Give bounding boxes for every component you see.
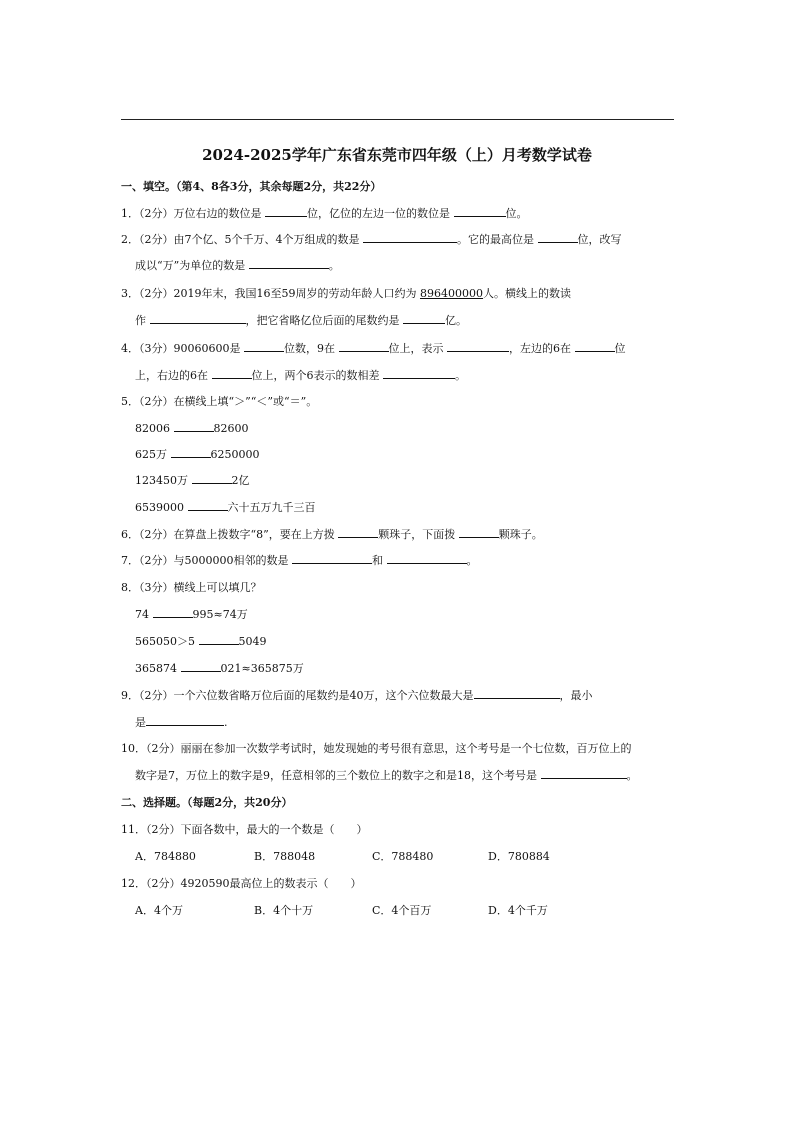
fill-row: 365874 021≈365875万 — [135, 662, 304, 675]
question-11: 11．（2分）下面各数中，最大的一个数是（ ） — [121, 823, 368, 836]
answer-blank[interactable] — [153, 607, 193, 618]
section-2-heading: 二、选择题。（每题2分，共20分） — [121, 796, 293, 809]
question-2-cont: 成以“万”为单位的数是 。 — [135, 259, 340, 272]
answer-blank[interactable] — [199, 634, 239, 645]
answer-blank[interactable] — [454, 206, 506, 217]
answer-blank[interactable] — [171, 447, 211, 458]
page-title: 2024-2025学年广东省东莞市四年级（上）月考数学试卷 — [202, 146, 592, 164]
fill-row: 74 995≈74万 — [135, 608, 248, 621]
question-3: 3．（2分）2019年末，我国16至59周岁的劳动年龄人口约为 896400000人。横线上的数读 — [121, 287, 571, 300]
question-3-cont: 作 ，把它省略亿位后面的尾数约是 亿。 — [135, 314, 467, 327]
answer-blank[interactable] — [387, 553, 467, 564]
answer-blank[interactable] — [541, 768, 627, 779]
answer-blank[interactable] — [339, 341, 389, 352]
question-6: 6．（2分）在算盘上拨数字“8”，要在上方拨 颗珠子，下面拨 颗珠子。 — [121, 528, 543, 541]
answer-blank[interactable] — [575, 341, 615, 352]
answer-blank[interactable] — [174, 421, 214, 432]
question-12: 12．（2分）4920590最高位上的数表示（ ） — [121, 877, 362, 890]
option-b[interactable]: B．4个十万 — [254, 904, 314, 917]
answer-blank[interactable] — [363, 232, 457, 243]
answer-blank[interactable] — [188, 500, 228, 511]
question-5: 5．（2分）在横线上填“＞”“＜”或“＝”。 — [121, 395, 318, 408]
option-a[interactable]: A．784880 — [135, 850, 196, 863]
answer-blank[interactable] — [538, 232, 578, 243]
option-d[interactable]: D．4个千万 — [488, 904, 548, 917]
fill-row: 565050＞5 5049 — [135, 635, 267, 648]
question-8: 8．（3分）横线上可以填几？ — [121, 581, 262, 594]
question-4-cont: 上，右边的6在 位上，两个6表示的数相差 。 — [135, 369, 466, 382]
question-1: 1．（2分）万位右边的数位是 位，亿位的左边一位的数位是 位。 — [121, 207, 528, 220]
answer-blank[interactable] — [244, 341, 284, 352]
compare-row: 123450万 2亿 — [135, 474, 250, 487]
header-rule — [121, 119, 674, 120]
answer-blank[interactable] — [459, 527, 499, 538]
option-c[interactable]: C．4个百万 — [372, 904, 432, 917]
question-9-cont: 是 . — [135, 716, 228, 729]
answer-blank[interactable] — [403, 313, 445, 324]
option-b[interactable]: B．788048 — [254, 850, 316, 863]
option-c[interactable]: C．788480 — [372, 850, 434, 863]
question-10: 10．（2分）丽丽在参加一次数学考试时，她发现她的考号很有意思，这个考号是一个七位数，百万位上的 — [121, 742, 632, 755]
answer-blank[interactable] — [292, 553, 372, 564]
answer-blank[interactable] — [150, 313, 246, 324]
answer-blank[interactable] — [249, 258, 329, 269]
answer-blank[interactable] — [474, 688, 560, 699]
answer-blank[interactable] — [338, 527, 378, 538]
section-1-heading: 一、填空。（第4、8各3分，其余每题2分，共22分） — [121, 180, 382, 193]
answer-blank[interactable] — [212, 368, 252, 379]
compare-row: 82006 82600 — [135, 422, 249, 435]
question-10-cont: 数字是7，万位上的数字是9，任意相邻的三个数位上的数字之和是18，这个考号是 。 — [135, 769, 638, 782]
answer-blank[interactable] — [447, 341, 509, 352]
option-a[interactable]: A．4个万 — [135, 904, 183, 917]
answer-blank[interactable] — [192, 473, 232, 484]
question-9: 9．（2分）一个六位数省略万位后面的尾数约是40万，这个六位数最大是 ，最小 — [121, 689, 593, 702]
answer-blank[interactable] — [181, 661, 221, 672]
compare-row: 6539000 六十五万九千三百 — [135, 501, 316, 514]
answer-blank[interactable] — [146, 715, 224, 726]
question-4: 4．（3分）90060600是 位数，9在 位上，表示 ，左边的6在 位 — [121, 342, 626, 355]
answer-blank[interactable] — [265, 206, 307, 217]
question-7: 7．（2分）与5000000相邻的数是 和 。 — [121, 554, 478, 567]
answer-blank[interactable] — [383, 368, 455, 379]
underlined-number: 896400000 — [419, 287, 483, 300]
compare-row: 625万 6250000 — [135, 448, 260, 461]
question-2: 2．（2分）由7个亿、5个千万、4个万组成的数是 。它的最高位是 位，改写 — [121, 233, 622, 246]
option-d[interactable]: D．780884 — [488, 850, 550, 863]
